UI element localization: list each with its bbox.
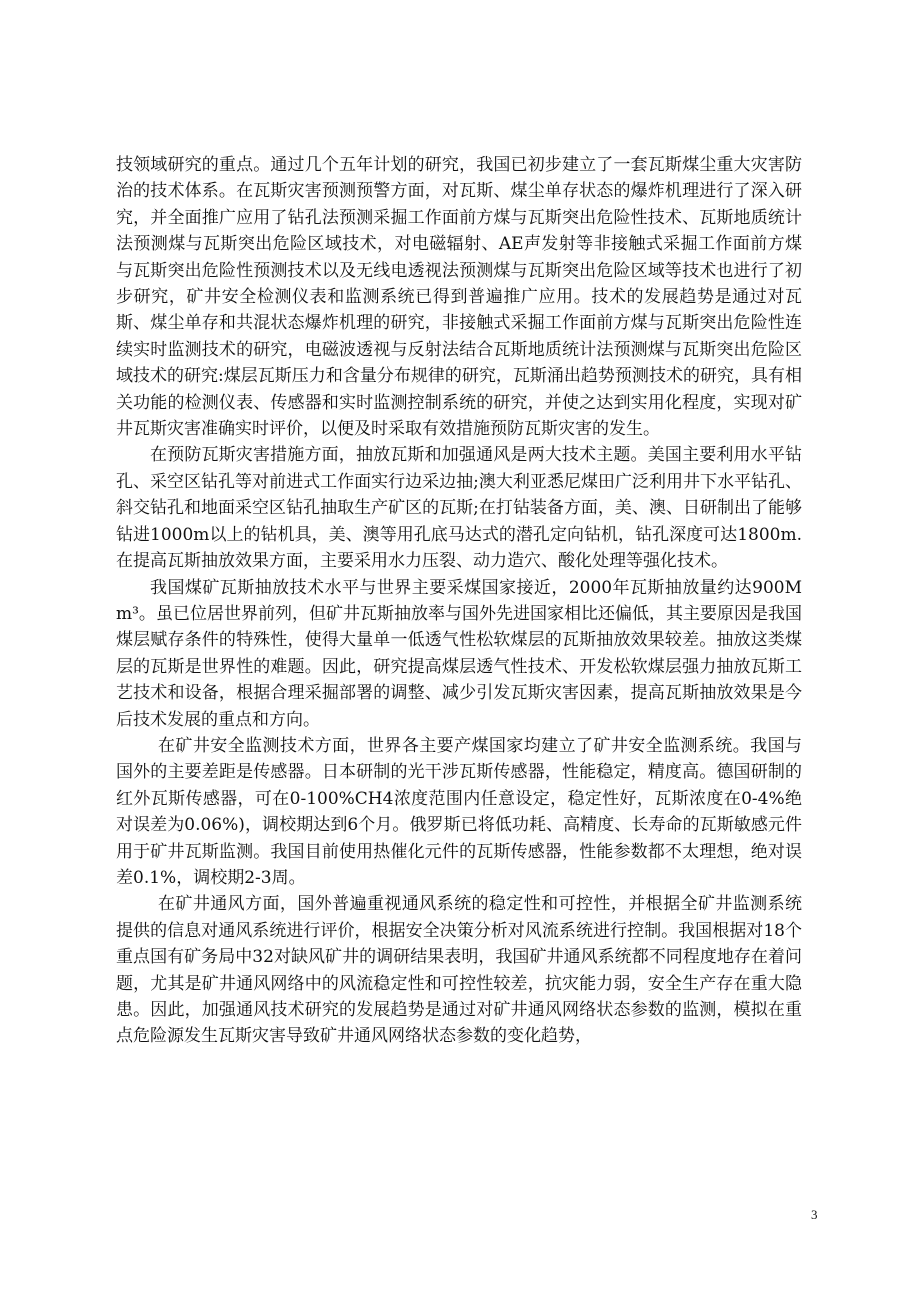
document-body — [116, 152, 802, 1050]
paragraph-5: 在矿井通风方面，国外普遍重视通风系统的稳定性和可控性，并根据全矿井监测系统提供的信息对通风系统进行评价，根据安全决策分析对风流系统进行控制。我国根据对18个重点国有矿务局中32对缺风矿井的调研结果表明，我国矿井通风系统都不同程度地存在着问题，尤其是矿井通风网络中的风流稳定性和可控性较差，抗灾能力弱，安全生产存在重大隐患。因此，加强通风技术研究的发展趋势是通过对矿井通风网络状态参数的监测，模拟在重点危险源发生瓦斯灾害导致矿井通风网络状态参数的变化趋势， — [116, 894, 802, 1047]
paragraph-1: 技领域研究的重点。通过几个五年计划的研究，我国已初步建立了一套瓦斯煤尘重大灾害防治的技术体系。在瓦斯灾害预测预警方面，对瓦斯、煤尘单存状态的爆炸机理进行了深入研究，并全面推广应用了钻孔法预测采掘工作面前方煤与瓦斯突出危险性技术、瓦斯地质统计法预测煤与瓦斯突出危险区域技术，对电磁辐射、AE声发射等非接触式采掘工作面前方煤与瓦斯突出危险性预测技术以及无线电透视法预测煤与瓦斯突出危险区域等技术也进行了初步研究，矿井安全检测仪表和监测系统已得到普遍推广应用。技术的发展趋势是通过对瓦斯、煤尘单存和共混状态爆炸机理的研究，非接触式采掘工作面前方煤与瓦斯突出危险性连续实时监测技术的研究，电磁波透视与反射法结合瓦斯地质统计法预测煤与瓦斯突出危险区域技术的研究:煤层瓦斯压力和含量分布规律的研究，瓦斯涌出趋势预测技术的研究，具有相关功能的检测仪表、传感器和实时监测控制系统的研究，并使之达到实用化程度，实现对矿井瓦斯灾害准确实时评价，以便及时采取有效措施预防瓦斯灾害的发生。 — [116, 155, 802, 440]
paragraph-3: 我国煤矿瓦斯抽放技术水平与世界主要采煤国家接近，2000年瓦斯抽放量约达900Mm³。虽已位居世界前列，但矿井瓦斯抽放率与国外先进国家相比还偏低，其主要原因是我国煤层赋存条件的特殊性，使得大量单一低透气性松软煤层的瓦斯抽放效果较差。抽放这类煤层的瓦斯是世界性的难题。因此，研究提高煤层透气性技术、开发松软煤层强力抽放瓦斯工艺技术和设备，根据合理采掘部署的调整、减少引发瓦斯灾害因素，提高瓦斯抽放效果是今后技术发展的重点和方向。 — [116, 577, 802, 730]
paragraph-2: 在预防瓦斯灾害措施方面，抽放瓦斯和加强通风是两大技术主题。美国主要利用水平钻孔、采空区钻孔等对前进式工作面实行边采边抽;澳大利亚悉尼煤田广泛利用井下水平钻孔、斜交钻孔和地面采空区钻孔抽取生产矿区的瓦斯;在打钻装备方面，美、澳、日研制出了能够钻进1000m以上的钻机具，美、澳等用孔底马达式的潜孔定向钻机，钻孔深度可达1800m.在提高瓦斯抽放效果方面，主要采用水力压裂、动力造穴、酸化处理等强化技术。 — [116, 445, 802, 572]
paragraph-4: 在矿井安全监测技术方面，世界各主要产煤国家均建立了矿井安全监测系统。我国与国外的主要差距是传感器。日本研制的光干涉瓦斯传感器，性能稳定，精度高。德国研制的红外瓦斯传感器，可在0-100%CH4浓度范围内任意设定，稳定性好，瓦斯浓度在0-4%绝对误差为0.06%)，调校期达到6个月。俄罗斯已将低功耗、高精度、长寿命的瓦斯敏感元件用于矿井瓦斯监测。我国目前使用热催化元件的瓦斯传感器，性能参数都不太理想，绝对误差0.1%，调校期2-3周。 — [116, 735, 802, 888]
page-number: 3 — [811, 1207, 818, 1222]
